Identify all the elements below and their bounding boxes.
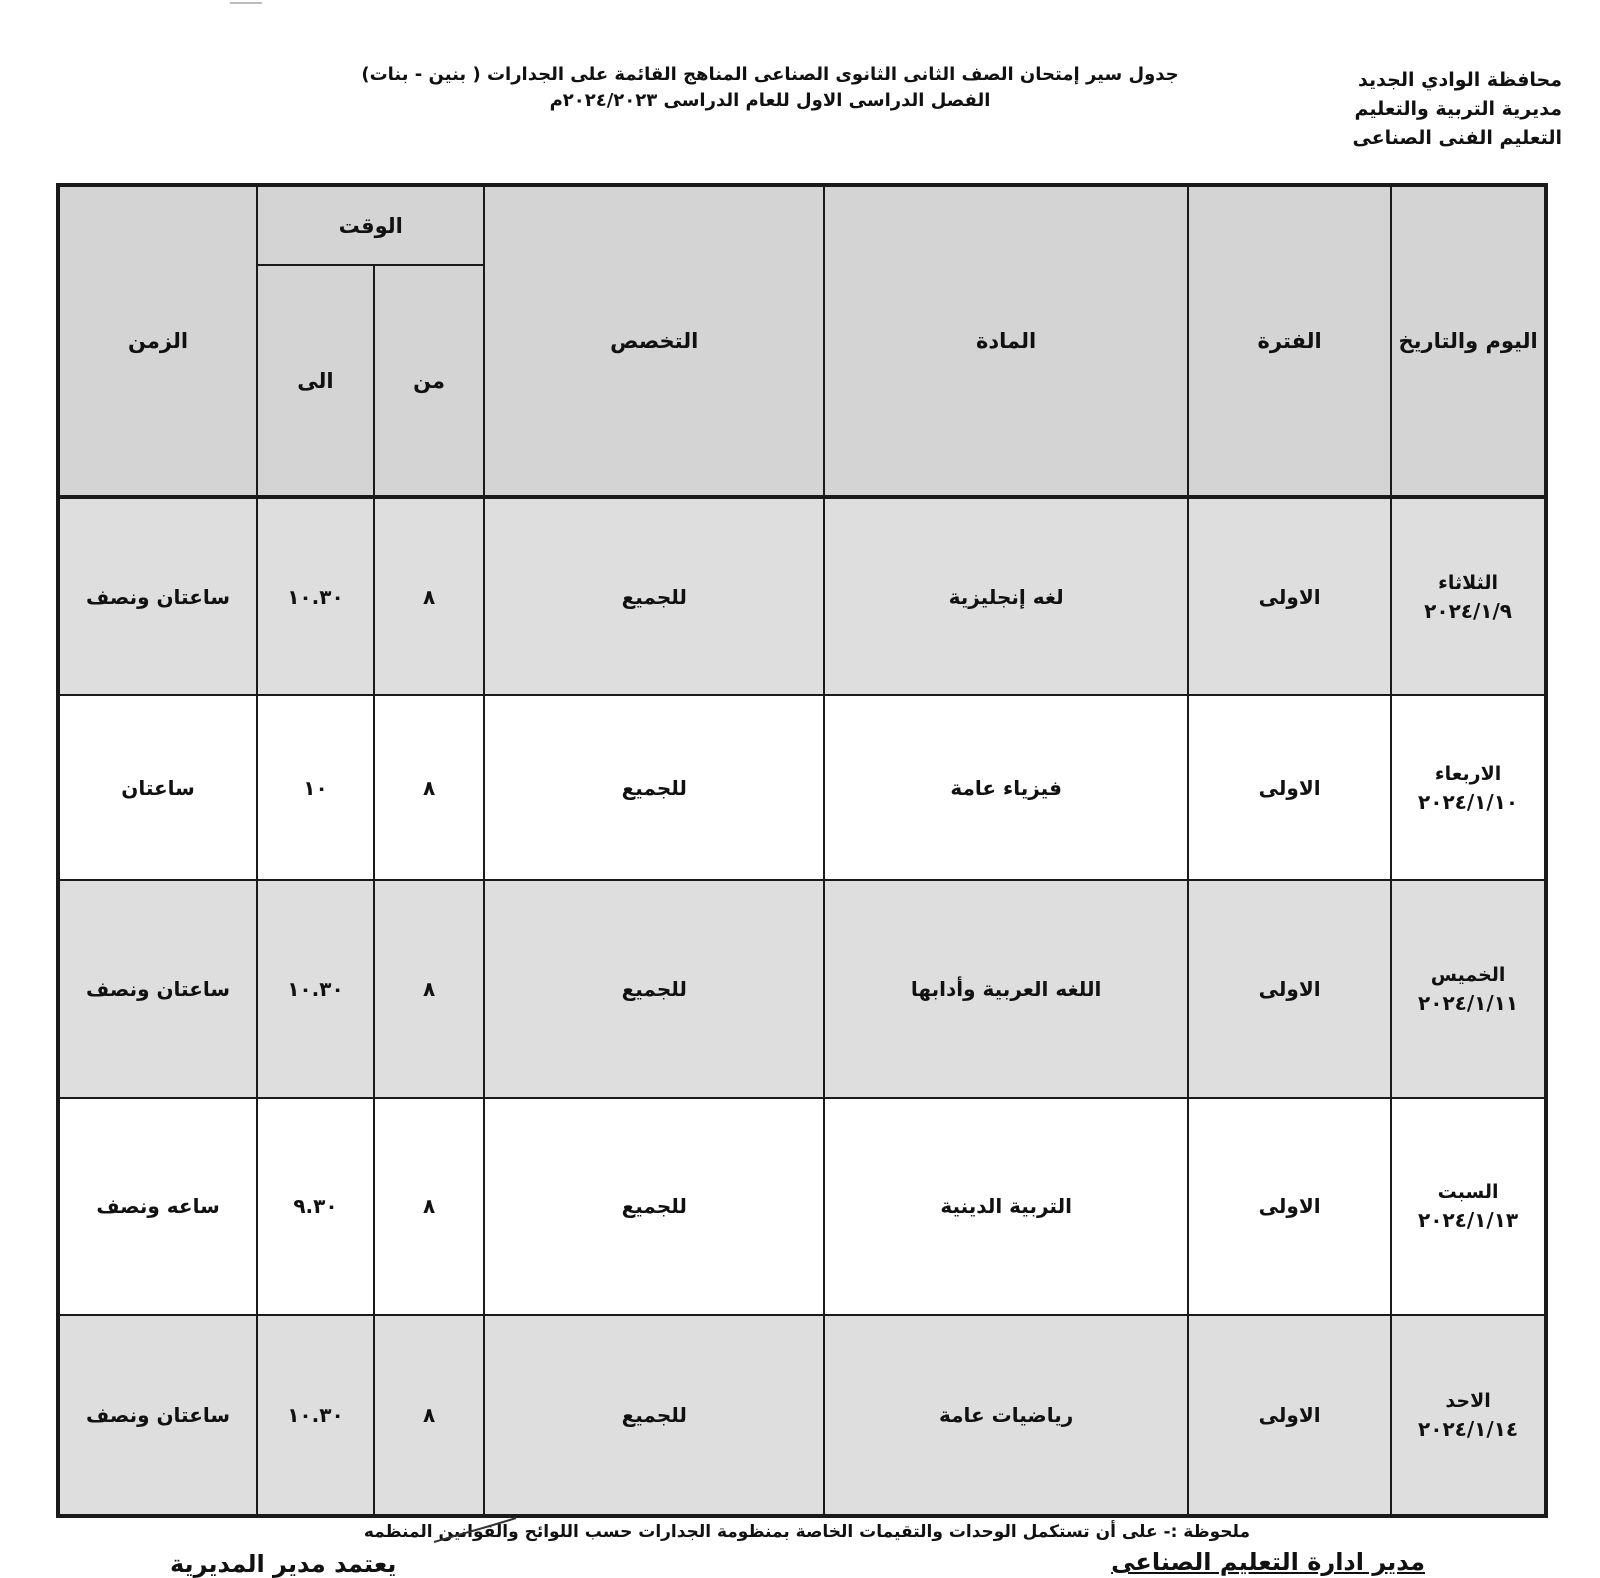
table-row <box>58 1315 1546 1516</box>
document-title-block <box>300 62 1240 114</box>
subject-cell: التربية الدينية <box>824 1098 1188 1314</box>
period-cell: الاولى <box>1188 695 1391 879</box>
signature-industrial-manager: مدير ادارة التعليم الصناعى <box>1111 1548 1425 1576</box>
day-date-cell: الثلاثاء ٢٠٢٤/١/٩ <box>1391 497 1546 695</box>
ministry-header <box>1352 66 1562 153</box>
document-subtitle: الفصل الدراسى الاول للعام الدراسى ٢٠٢٤/٢٠٢٣م <box>549 90 991 111</box>
header-period: الفترة <box>1188 185 1391 497</box>
time-from-cell: ٨ <box>374 695 485 879</box>
duration-cell: ساعتان ونصف <box>58 880 257 1098</box>
document-title: جدول سير إمتحان الصف الثانى الثانوى الصناعى المناهج القائمة على الجدارات ( بنين - بنات) <box>361 64 1179 85</box>
time-from-cell: ٨ <box>374 1098 485 1314</box>
time-to-cell: ٩.٣٠ <box>257 1098 374 1314</box>
time-from-cell: ٨ <box>374 1315 485 1516</box>
day-date-cell: الخميس ٢٠٢٤/١/١١ <box>1391 880 1546 1098</box>
period-cell: الاولى <box>1188 1098 1391 1314</box>
signature-directorate-manager: يعتمد مدير المديرية <box>170 1550 397 1578</box>
period-cell: الاولى <box>1188 497 1391 695</box>
subject-cell: رياضيات عامة <box>824 1315 1188 1516</box>
table-row <box>58 1098 1546 1314</box>
day-date-cell: السبت ٢٠٢٤/١/١٣ <box>1391 1098 1546 1314</box>
footer-note: ملحوظة :- على أن تستكمل الوحدات والتقيمات الخاصة بمنظومة الجدارات حسب اللوائح والقوانين المنظمه <box>363 1522 1250 1542</box>
directorate-name: مديرية التربية والتعليم <box>1354 98 1562 120</box>
day-date-cell: الاحد ٢٠٢٤/١/١٤ <box>1391 1315 1546 1516</box>
duration-cell: ساعتان ونصف <box>58 497 257 695</box>
specialization-cell: للجميع <box>484 1315 824 1516</box>
time-to-cell: ١٠.٣٠ <box>257 497 374 695</box>
governorate-name: محافظة الوادي الجديد <box>1358 69 1562 91</box>
period-cell: الاولى <box>1188 880 1391 1098</box>
time-to-cell: ١٠.٣٠ <box>257 1315 374 1516</box>
subject-cell: فيزياء عامة <box>824 695 1188 879</box>
specialization-cell: للجميع <box>484 695 824 879</box>
pen-stroke-icon <box>430 1512 520 1552</box>
table-row <box>58 880 1546 1098</box>
specialization-cell: للجميع <box>484 497 824 695</box>
day-date-cell: الاربعاء ٢٠٢٤/١/١٠ <box>1391 695 1546 879</box>
header-day-date: اليوم والتاريخ <box>1391 185 1546 497</box>
time-from-cell: ٨ <box>374 880 485 1098</box>
header-subject: المادة <box>824 185 1188 497</box>
header-time-to: الى <box>257 265 374 497</box>
exam-schedule-table <box>56 183 1548 1518</box>
table-row <box>58 497 1546 695</box>
scan-artifact <box>230 2 262 4</box>
subject-cell: اللغه العربية وأدابها <box>824 880 1188 1098</box>
header-specialization: التخصص <box>484 185 824 497</box>
time-to-cell: ١٠ <box>257 695 374 879</box>
period-cell: الاولى <box>1188 1315 1391 1516</box>
specialization-cell: للجميع <box>484 880 824 1098</box>
duration-cell: ساعه ونصف <box>58 1098 257 1314</box>
specialization-cell: للجميع <box>484 1098 824 1314</box>
header-time: الوقت <box>257 185 484 265</box>
duration-cell: ساعتان ونصف <box>58 1315 257 1516</box>
subject-cell: لغه إنجليزية <box>824 497 1188 695</box>
duration-cell: ساعتان <box>58 695 257 879</box>
header-time-from: من <box>374 265 485 497</box>
time-from-cell: ٨ <box>374 497 485 695</box>
department-name: التعليم الفنى الصناعى <box>1352 127 1562 149</box>
table-row <box>58 695 1546 879</box>
time-to-cell: ١٠.٣٠ <box>257 880 374 1098</box>
header-duration: الزمن <box>58 185 257 497</box>
